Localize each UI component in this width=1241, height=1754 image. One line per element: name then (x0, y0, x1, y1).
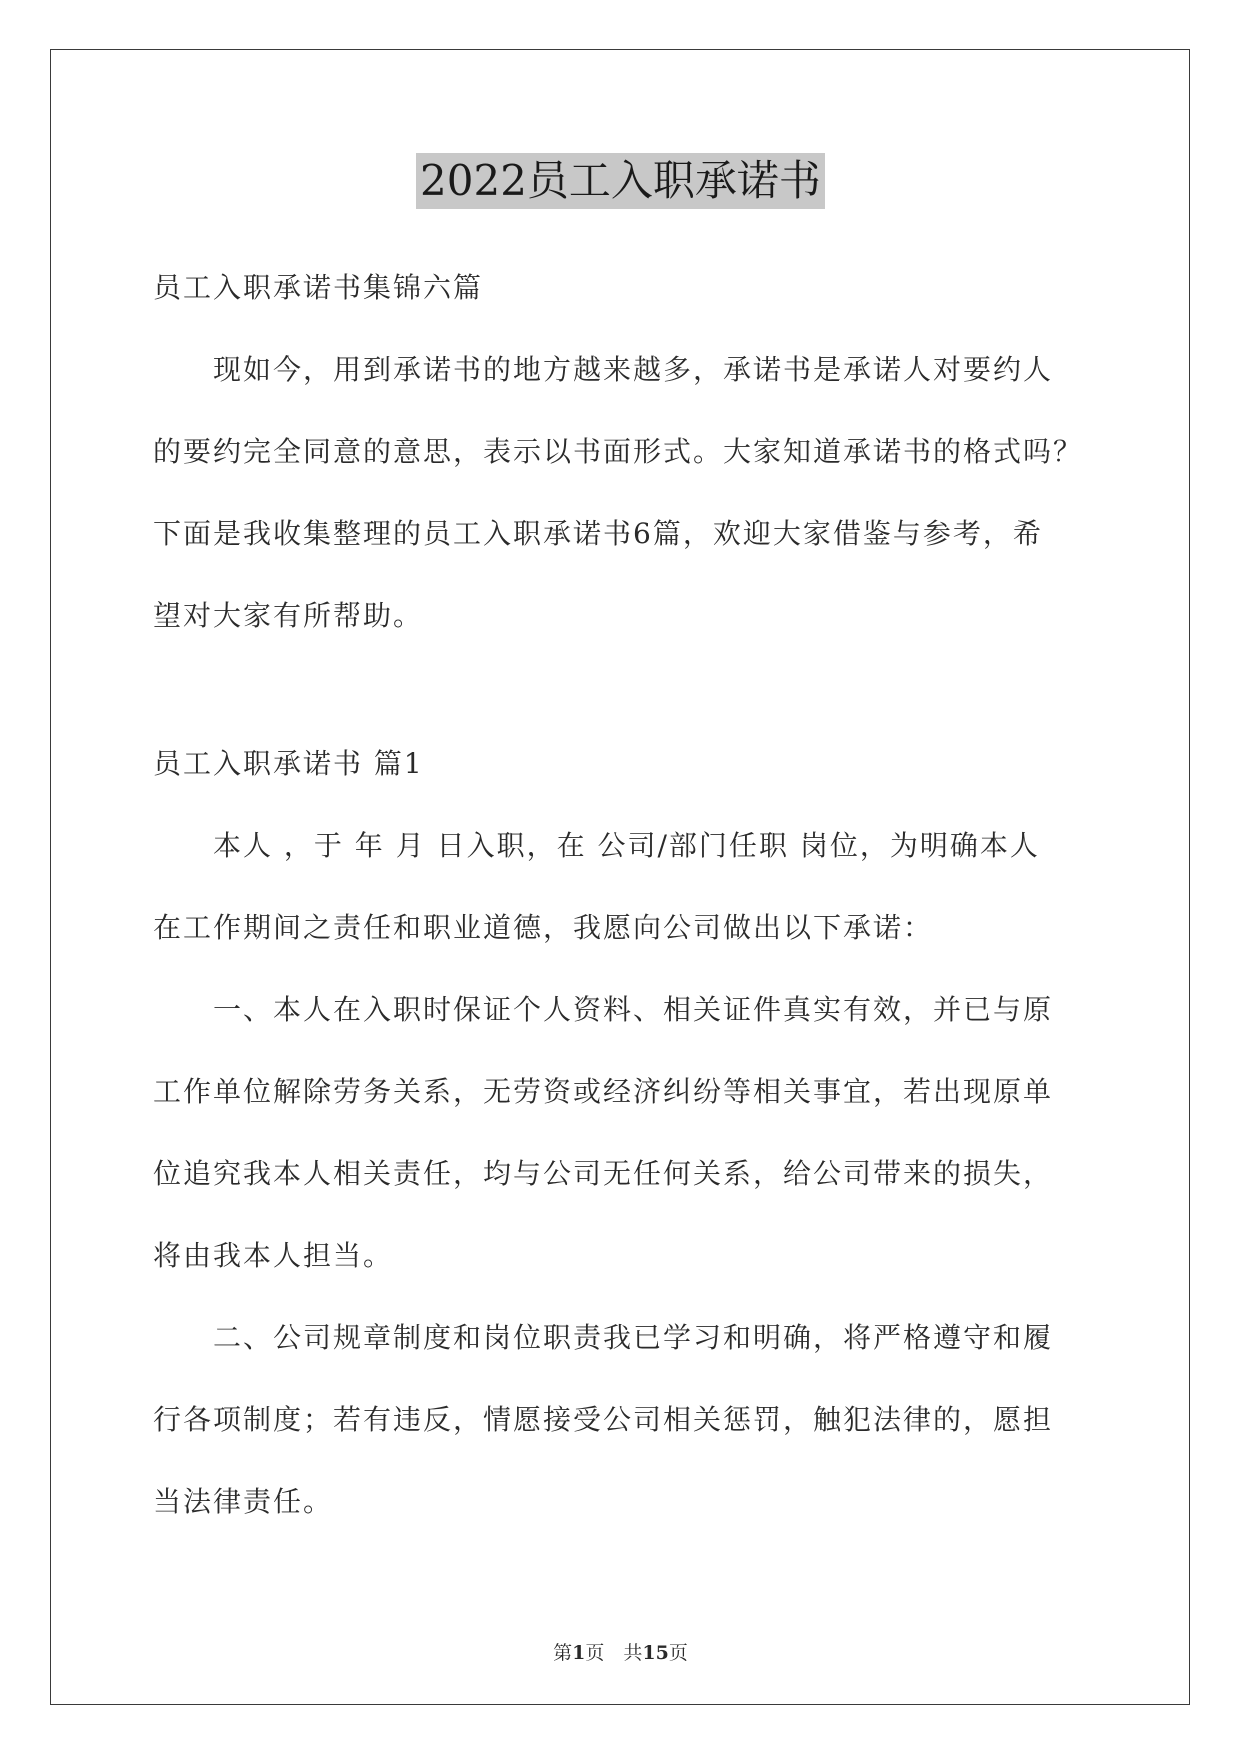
section-heading: 员工入职承诺书 篇1 (153, 747, 424, 780)
collection-heading: 员工入职承诺书集锦六篇 (153, 271, 484, 304)
body-paragraph-line: 将由我本人担当。 (153, 1239, 394, 1272)
intro-paragraph-line: 望对大家有所帮助。 (153, 599, 424, 632)
footer-page-number: 1 (572, 1642, 586, 1664)
footer-middle: 页 共 (585, 1642, 643, 1664)
section-spacer (153, 670, 1093, 736)
body-paragraph-line: 行各项制度；若有违反，情愿接受公司相关惩罚，触犯法律的，愿担 (153, 1403, 1054, 1436)
page-footer (0, 1640, 1241, 1666)
footer-suffix: 页 (668, 1642, 688, 1664)
document-title (0, 153, 1241, 209)
intro-paragraph-line: 现如今，用到承诺书的地方越来越多，承诺书是承诺人对要约人 (213, 353, 1054, 386)
footer-prefix: 第 (553, 1642, 573, 1664)
body-paragraph-line: 本人 ，于 年 月 日入职，在 公司/部门任职 岗位，为明确本人 (213, 829, 1040, 862)
body-paragraph-line: 当法律责任。 (153, 1485, 334, 1518)
body-paragraph-line: 工作单位解除劳务关系，无劳资或经济纠纷等相关事宜，若出现原单 (153, 1075, 1054, 1108)
intro-paragraph-line: 下面是我收集整理的员工入职承诺书6篇，欢迎大家借鉴与参考，希 (153, 517, 1043, 550)
document-body (153, 260, 1093, 1556)
body-paragraph-line: 位追究我本人相关责任，均与公司无任何关系，给公司带来的损失， (153, 1157, 1054, 1190)
footer-total-pages: 15 (642, 1642, 669, 1664)
body-paragraph-line: 在工作期间之责任和职业道德，我愿向公司做出以下承诺： (153, 911, 934, 944)
intro-paragraph-line: 的要约完全同意的意思，表示以书面形式。大家知道承诺书的格式吗？ (153, 435, 1084, 468)
body-paragraph-line: 二、公司规章制度和岗位职责我已学习和明确，将严格遵守和履 (213, 1321, 1054, 1354)
body-paragraph-line: 一、本人在入职时保证个人资料、相关证件真实有效，并已与原 (213, 993, 1054, 1026)
document-title-text: 2022员工入职承诺书 (416, 153, 825, 209)
